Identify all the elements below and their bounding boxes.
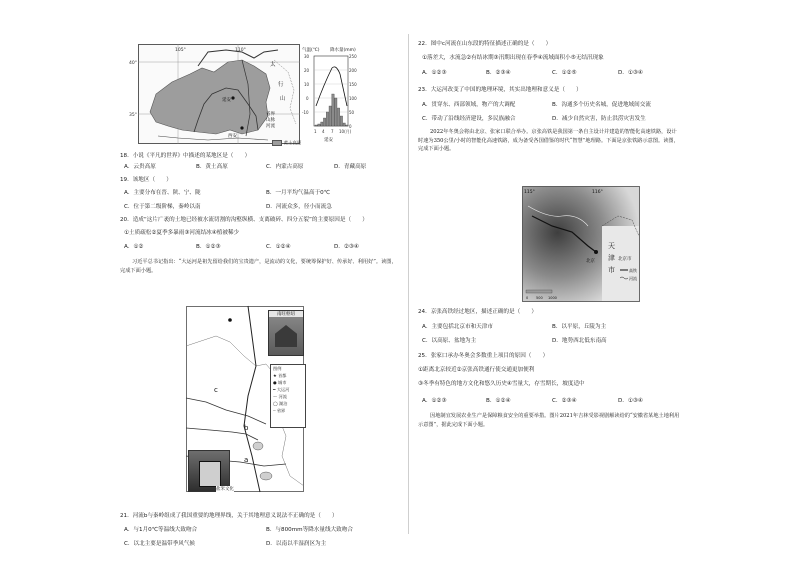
legend-river3: 河流 bbox=[629, 276, 637, 281]
q20-statements: ①土质疏松②夏季多暴雨③河流结冰④植被稀少 bbox=[124, 230, 240, 236]
precip-tick-250: 250 bbox=[349, 54, 357, 59]
canal-map-legend bbox=[270, 364, 306, 428]
q25-stem: 25．张家口承办冬奥会多数重上项目的原因（ ） bbox=[418, 353, 549, 359]
temp-tick-30: 30 bbox=[304, 54, 310, 59]
q21-option-d[interactable]: D．以南以半湿润区为主 bbox=[266, 541, 327, 547]
legend-mountain: 山脉 bbox=[266, 118, 275, 123]
q25-option-b[interactable]: B．①②④ bbox=[486, 398, 511, 404]
q22-option-d[interactable]: D．①③④ bbox=[618, 70, 643, 76]
temp-tick-minus10: -10 bbox=[302, 110, 309, 115]
photo-nanwang-title: 南旺枢纽 bbox=[269, 311, 303, 317]
q23-option-d[interactable]: D．减少自然灾害，防止洪涝灾害发生 bbox=[552, 116, 646, 122]
beijing-zhangjiakou-rail-map bbox=[522, 186, 640, 302]
precip-tick-100: 100 bbox=[349, 96, 357, 101]
legend-lake-label: 湖泊 bbox=[279, 401, 288, 406]
scale-0: 0 bbox=[526, 296, 529, 300]
photo-nanwang bbox=[268, 310, 304, 356]
q21-option-a[interactable]: A．与1月0℃等温线大致吻合 bbox=[124, 527, 198, 533]
q24-option-d[interactable]: D．地势西北低东南高 bbox=[552, 338, 607, 344]
lat-35-label: 35° bbox=[129, 113, 137, 118]
legend-lake: ◯ 湖泊 bbox=[273, 401, 288, 406]
month-tick-10: 10(月) bbox=[339, 129, 352, 134]
q20-stem: 20．造成“这片广袤的土地已经被水流切割的沟壑纵横、支离破碎、四分五裂”的主要原因是（ ） bbox=[120, 217, 368, 223]
q22-statements: ①落差大，水流急②有结冰期③汛期出现在春季④流域面积小⑤无结汛现象 bbox=[422, 55, 604, 61]
q23-stem: 23．大运河改变了中国的地理环境，其实出地理和意义是（ ） bbox=[418, 87, 582, 93]
q23-option-a[interactable]: A．贯穿东、西部领域，物产的大调配 bbox=[422, 102, 516, 108]
lat-40-label: 40° bbox=[129, 61, 137, 66]
passage-canal: 习近平总书记指出：“大运河是祖先留给我们的宝贵遗产，是流动的文化，要统筹保护好、传承好、利用好”。读图，完成下面小题。 bbox=[120, 259, 397, 274]
scale-500: 500 bbox=[536, 296, 543, 300]
q19-option-b[interactable]: B．一月平均气温高于0℃ bbox=[266, 190, 331, 196]
q25-option-a[interactable]: A．①②③ bbox=[422, 398, 447, 404]
passage-winter-olympics: 2022年冬奥会将由北京、张家口联合举办。京张高铁是我国第一条自主设计并建造的智能化高速铁路，设计时速为350公里/小时的智能化高速铁路，成为备受各国借鉴的时代“智慧”地理路。下面是京张铁路示意图。读图，完成下面小题。 bbox=[418, 129, 679, 152]
plateau-swatch bbox=[272, 140, 282, 146]
climate-chart bbox=[302, 44, 360, 146]
legend-river: 河流 bbox=[266, 124, 275, 129]
temp-axis-label: 气温(℃) bbox=[302, 48, 320, 53]
q22-option-a[interactable]: A．①②③ bbox=[422, 70, 447, 76]
q22-option-b[interactable]: B．②③④ bbox=[486, 70, 511, 76]
photo-salt-title: 盐米文化 bbox=[216, 487, 234, 492]
q25-statement-1: ①距离北京较近②京张高铁通行使交通更加便利 bbox=[418, 367, 535, 373]
q19-option-a[interactable]: A．主要分布在晋、陕、宁、陇 bbox=[124, 190, 201, 196]
label-c: c bbox=[214, 386, 218, 394]
temp-tick-10: 10 bbox=[304, 82, 310, 87]
q25-option-d[interactable]: D．①③④ bbox=[618, 398, 643, 404]
precip-axis-label: 降水量(mm) bbox=[330, 48, 356, 53]
legend-capital: ★ 首都 bbox=[273, 373, 287, 378]
lon-105-label: 105° bbox=[175, 48, 186, 53]
gate-icon bbox=[199, 461, 221, 487]
beijing-label: 北京 bbox=[586, 259, 595, 264]
q19-option-c[interactable]: C．位于第二级阶梯，秦岭以南 bbox=[124, 204, 201, 210]
q19-option-d[interactable]: D．河流众多，径小而流急 bbox=[266, 204, 332, 210]
legend-border-label: 省界 bbox=[276, 408, 286, 413]
column-divider bbox=[408, 34, 409, 534]
q22-option-c[interactable]: C．①②⑤ bbox=[552, 70, 577, 76]
q18-option-c[interactable]: C．内蒙古高原 bbox=[266, 164, 304, 170]
tianjin-char-2: 津 bbox=[608, 254, 615, 262]
legend-river2-label: 河流 bbox=[278, 394, 287, 399]
q25-statement-2: ③冬季有特色的地方文化和悠久历史④雪量大，存雪期长，坡度适中 bbox=[418, 381, 585, 387]
q20-option-a[interactable]: A．①② bbox=[124, 244, 144, 250]
q20-option-d[interactable]: D．②③④ bbox=[334, 244, 359, 250]
q21-option-b[interactable]: B．与800mm等降水量线大致吻合 bbox=[266, 527, 353, 533]
legend-rail: 高铁 bbox=[629, 268, 637, 273]
q18-option-a[interactable]: A．云贵高原 bbox=[124, 164, 156, 170]
q21-stem: 21．河流b与秦岭组成了我国重要的地理界线，关于其地理意义说法不正确的是（ ） bbox=[120, 513, 338, 519]
shi-char: 市 bbox=[608, 266, 615, 274]
q18-stem: 18．小说《平凡的世界》中描述的某地区是（ ） bbox=[120, 153, 251, 159]
loess-plateau-map bbox=[129, 44, 300, 144]
legend-city: ● 城市 bbox=[273, 380, 287, 385]
legend-province: 省界 bbox=[266, 112, 275, 117]
q23-option-c[interactable]: C．带动了沿线经济建设，多民族融合 bbox=[422, 116, 516, 122]
temp-tick-0: 0 bbox=[306, 96, 309, 101]
temperature-curve bbox=[316, 67, 347, 106]
lon-115-label: 115° bbox=[524, 190, 535, 195]
yanan-label: 延安 bbox=[222, 98, 231, 103]
temple-roof-icon bbox=[275, 325, 297, 347]
label-a: a bbox=[244, 456, 249, 464]
passage-land-use: 因地制宜发展农业生产是保障粮食安全的重要举措。图片2021年吉林受影视剧解读给的“安徽省某地土地利用示意图”，据此完成下面小题。 bbox=[418, 413, 680, 428]
map-label-hang: 行 bbox=[278, 82, 284, 88]
month-tick-7: 7 bbox=[331, 129, 334, 134]
scale-1000: 1000 bbox=[548, 296, 557, 300]
q20-option-b[interactable]: B．①②③ bbox=[196, 244, 221, 250]
temp-tick-20: 20 bbox=[304, 68, 310, 73]
q24-option-b[interactable]: B．以平原，丘陵为主 bbox=[552, 324, 607, 330]
q20-option-c[interactable]: C．①②④ bbox=[266, 244, 291, 250]
map-label-shan: 山 bbox=[280, 96, 286, 102]
q24-stem: 24．京张高铁经过地区，描述正确的是（ ） bbox=[418, 309, 537, 315]
legend-title: 图例 bbox=[273, 366, 282, 371]
q22-stem: 22．图中c河流在山东段的特征描述正确的是（ ） bbox=[418, 41, 552, 47]
q25-option-c[interactable]: C．②③④ bbox=[552, 398, 577, 404]
legend-city-label: 城市 bbox=[278, 380, 287, 385]
q18-option-b[interactable]: B．黄土高原 bbox=[196, 164, 228, 170]
legend-canal: ━ 大运河 bbox=[273, 387, 290, 392]
precip-tick-0: 0 bbox=[349, 124, 352, 129]
map-label-jin: 太 bbox=[270, 62, 276, 68]
q21-option-c[interactable]: C．以北主要是温带季风气候 bbox=[124, 541, 196, 547]
q18-option-d[interactable]: D．青藏高原 bbox=[334, 164, 367, 170]
legend-capital-label: 首都 bbox=[278, 373, 287, 378]
beijing-city-label: 北京市 bbox=[618, 257, 632, 262]
q19-stem: 19．该地区（ ） bbox=[120, 177, 172, 183]
tianjin-char-1: 天 bbox=[608, 242, 615, 250]
legend-plateau-label: 黄土高原 bbox=[283, 141, 302, 147]
legend-border: ┄ 省界 bbox=[273, 408, 286, 413]
q24-option-c[interactable]: C．以高原、盆地为主 bbox=[422, 338, 477, 344]
month-tick-1: 1 bbox=[314, 129, 317, 134]
q24-option-a[interactable]: A．主要包括北京市和天津市 bbox=[422, 324, 493, 330]
xian-label: 西安 bbox=[228, 134, 237, 139]
legend-river2: ～ 河流 bbox=[273, 394, 287, 399]
q23-option-b[interactable]: B．沟通多个历史名城，促进地域间交流 bbox=[552, 102, 651, 108]
precip-tick-150: 150 bbox=[349, 82, 357, 87]
precip-tick-50: 50 bbox=[349, 110, 355, 115]
label-b: b bbox=[244, 424, 249, 432]
legend-canal-label: 大运河 bbox=[276, 387, 290, 392]
lon-116-label: 116° bbox=[592, 190, 603, 195]
lon-110-label: 110° bbox=[235, 48, 246, 53]
station-label: 延安 bbox=[324, 138, 333, 143]
precip-tick-200: 200 bbox=[349, 68, 357, 73]
plateau-map-legend bbox=[266, 112, 275, 130]
month-tick-4: 4 bbox=[322, 129, 325, 134]
legend-plateau bbox=[272, 140, 301, 149]
